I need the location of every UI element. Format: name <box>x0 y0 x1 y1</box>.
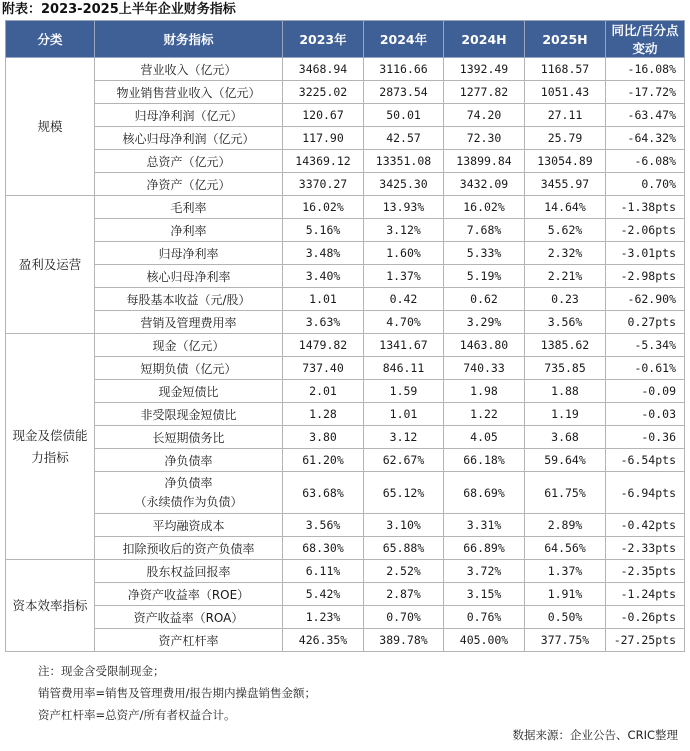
table-row <box>6 426 685 449</box>
table-row <box>6 58 685 81</box>
category-cell: 资本效率指标 <box>6 560 95 652</box>
value-2024: 3.12 <box>364 426 444 449</box>
table-row <box>6 514 685 537</box>
value-2024: 3116.66 <box>364 58 444 81</box>
table-row <box>6 219 685 242</box>
value-2024: 2873.54 <box>364 81 444 104</box>
metric-cell: 股东权益回报率 <box>95 560 283 583</box>
header-change: 同比/百分点变动 <box>606 21 685 58</box>
value-2024: 2.52% <box>364 560 444 583</box>
metric-sublabel: （永续债作为负债） <box>134 494 243 509</box>
metric-cell <box>95 472 283 514</box>
value-2025h: 1.37% <box>525 560 606 583</box>
metric-cell: 资产收益率（ROA） <box>95 606 283 629</box>
value-2024h: 1463.80 <box>444 334 525 357</box>
value-2023: 3.80 <box>283 426 364 449</box>
value-change: -62.90% <box>606 288 685 311</box>
value-2025h: 1051.43 <box>525 81 606 104</box>
metric-cell: 归母净利润（亿元） <box>95 104 283 127</box>
value-2024: 1.59 <box>364 380 444 403</box>
metric-cell: 现金（亿元） <box>95 334 283 357</box>
value-2024: 1.01 <box>364 403 444 426</box>
value-2023: 3468.94 <box>283 58 364 81</box>
value-2023: 120.67 <box>283 104 364 127</box>
value-2024: 2.87% <box>364 583 444 606</box>
metric-cell: 净资产（亿元） <box>95 173 283 196</box>
value-2024h: 74.20 <box>444 104 525 127</box>
header-metric: 财务指标 <box>95 21 283 58</box>
table-row <box>6 311 685 334</box>
value-change: -2.98pts <box>606 265 685 288</box>
footnote: 注：现金含受限制现金； <box>38 664 165 678</box>
value-2024: 13.93% <box>364 196 444 219</box>
metric-cell: 净资产收益率（ROE） <box>95 583 283 606</box>
value-2025h: 2.89% <box>525 514 606 537</box>
financial-indicators-table <box>5 20 685 652</box>
value-2025h: 0.23 <box>525 288 606 311</box>
metric-cell: 营销及管理费用率 <box>95 311 283 334</box>
value-change: -2.33pts <box>606 537 685 560</box>
value-2024h: 740.33 <box>444 357 525 380</box>
value-2023: 5.42% <box>283 583 364 606</box>
metric-label: 净负债率 <box>164 475 213 490</box>
table-row <box>6 104 685 127</box>
table-body <box>6 58 685 652</box>
header-category: 分类 <box>6 21 95 58</box>
value-2023: 3225.02 <box>283 81 364 104</box>
value-2024h: 16.02% <box>444 196 525 219</box>
metric-cell: 毛利率 <box>95 196 283 219</box>
value-2024h: 1.22 <box>444 403 525 426</box>
value-2023: 16.02% <box>283 196 364 219</box>
header-2025h: 2025H <box>525 21 606 58</box>
table-row <box>6 81 685 104</box>
value-2023: 1.28 <box>283 403 364 426</box>
value-2025h: 61.75% <box>525 472 606 514</box>
value-2025h: 1.88 <box>525 380 606 403</box>
footnote: 销管费用率=销售及管理费用/报告期内操盘销售金额； <box>38 686 317 700</box>
value-2023: 63.68% <box>283 472 364 514</box>
metric-cell: 短期负债（亿元） <box>95 357 283 380</box>
table-row <box>6 403 685 426</box>
footnotes <box>38 660 316 726</box>
value-2023: 3.63% <box>283 311 364 334</box>
table-row <box>6 173 685 196</box>
value-2025h: 1.91% <box>525 583 606 606</box>
metric-cell: 核心归母净利润（亿元） <box>95 127 283 150</box>
value-change: -0.26pts <box>606 606 685 629</box>
metric-cell: 营业收入（亿元） <box>95 58 283 81</box>
table-row <box>6 560 685 583</box>
value-2024h: 4.05 <box>444 426 525 449</box>
metric-cell: 核心归母净利率 <box>95 265 283 288</box>
value-2024h: 3.29% <box>444 311 525 334</box>
value-2025h: 3.68 <box>525 426 606 449</box>
metric-cell: 物业销售营业收入（亿元） <box>95 81 283 104</box>
table-row <box>6 150 685 173</box>
value-2024: 1341.67 <box>364 334 444 357</box>
value-2024: 3425.30 <box>364 173 444 196</box>
table-row <box>6 242 685 265</box>
header-2023: 2023年 <box>283 21 364 58</box>
value-2025h: 377.75% <box>525 629 606 652</box>
value-2025h: 64.56% <box>525 537 606 560</box>
value-2025h: 735.85 <box>525 357 606 380</box>
value-2024: 50.01 <box>364 104 444 127</box>
value-2025h: 25.79 <box>525 127 606 150</box>
table-row <box>6 357 685 380</box>
value-2025h: 5.62% <box>525 219 606 242</box>
value-2025h: 59.64% <box>525 449 606 472</box>
value-2024h: 66.18% <box>444 449 525 472</box>
table-row <box>6 583 685 606</box>
value-2024h: 5.19% <box>444 265 525 288</box>
value-2024: 65.12% <box>364 472 444 514</box>
category-cell: 规模 <box>6 58 95 196</box>
value-change: 0.27pts <box>606 311 685 334</box>
value-change: -63.47% <box>606 104 685 127</box>
metric-cell: 非受限现金短债比 <box>95 403 283 426</box>
value-2024h: 3.31% <box>444 514 525 537</box>
value-change: -6.08% <box>606 150 685 173</box>
value-2023: 3.40% <box>283 265 364 288</box>
header-2024h: 2024H <box>444 21 525 58</box>
value-2024: 13351.08 <box>364 150 444 173</box>
value-2024: 3.12% <box>364 219 444 242</box>
value-2023: 2.01 <box>283 380 364 403</box>
value-change: 0.70% <box>606 173 685 196</box>
value-2025h: 1385.62 <box>525 334 606 357</box>
value-2024h: 72.30 <box>444 127 525 150</box>
value-change: -0.09 <box>606 380 685 403</box>
value-2023: 5.16% <box>283 219 364 242</box>
table-row <box>6 288 685 311</box>
value-2024h: 3.72% <box>444 560 525 583</box>
value-2023: 3.56% <box>283 514 364 537</box>
value-2023: 1.23% <box>283 606 364 629</box>
value-change: -27.25pts <box>606 629 685 652</box>
value-change: -0.61% <box>606 357 685 380</box>
table-row <box>6 196 685 219</box>
table-row <box>6 449 685 472</box>
value-2023: 426.35% <box>283 629 364 652</box>
value-2024: 62.67% <box>364 449 444 472</box>
table-row <box>6 127 685 150</box>
value-change: -6.54pts <box>606 449 685 472</box>
value-2025h: 1168.57 <box>525 58 606 81</box>
value-2025h: 3.56% <box>525 311 606 334</box>
value-2023: 61.20% <box>283 449 364 472</box>
value-2024: 42.57 <box>364 127 444 150</box>
value-2023: 68.30% <box>283 537 364 560</box>
value-2025h: 14.64% <box>525 196 606 219</box>
value-2024h: 68.69% <box>444 472 525 514</box>
metric-cell: 总资产（亿元） <box>95 150 283 173</box>
table-row <box>6 380 685 403</box>
value-2024: 1.60% <box>364 242 444 265</box>
value-2024h: 13899.84 <box>444 150 525 173</box>
table-row <box>6 629 685 652</box>
table-row <box>6 334 685 357</box>
value-change: -5.34% <box>606 334 685 357</box>
value-2024: 0.42 <box>364 288 444 311</box>
value-2024: 1.37% <box>364 265 444 288</box>
value-change: -0.36 <box>606 426 685 449</box>
value-2023: 117.90 <box>283 127 364 150</box>
value-2024h: 0.76% <box>444 606 525 629</box>
value-2024h: 5.33% <box>444 242 525 265</box>
value-2024h: 1277.82 <box>444 81 525 104</box>
value-change: -0.42pts <box>606 514 685 537</box>
value-2024h: 1.98 <box>444 380 525 403</box>
value-2025h: 27.11 <box>525 104 606 127</box>
value-2023: 737.40 <box>283 357 364 380</box>
value-2024: 846.11 <box>364 357 444 380</box>
value-2024h: 3432.09 <box>444 173 525 196</box>
metric-cell: 现金短债比 <box>95 380 283 403</box>
value-2024: 0.70% <box>364 606 444 629</box>
value-2023: 6.11% <box>283 560 364 583</box>
value-2025h: 1.19 <box>525 403 606 426</box>
value-2024h: 7.68% <box>444 219 525 242</box>
value-change: -2.35pts <box>606 560 685 583</box>
table-row <box>6 472 685 514</box>
value-change: -1.24pts <box>606 583 685 606</box>
table-header <box>6 21 685 58</box>
footnote: 资产杠杆率=总资产/所有者权益合计。 <box>38 708 236 722</box>
value-2025h: 3455.97 <box>525 173 606 196</box>
value-change: -2.06pts <box>606 219 685 242</box>
value-2025h: 13054.89 <box>525 150 606 173</box>
value-2024h: 1392.49 <box>444 58 525 81</box>
header-2024: 2024年 <box>364 21 444 58</box>
value-change: -17.72% <box>606 81 685 104</box>
value-2024: 3.10% <box>364 514 444 537</box>
data-source: 数据来源：企业公告、CRIC整理 <box>512 728 678 742</box>
table-row <box>6 606 685 629</box>
value-2024h: 0.62 <box>444 288 525 311</box>
value-change: -3.01pts <box>606 242 685 265</box>
table-row <box>6 265 685 288</box>
value-2023: 1479.82 <box>283 334 364 357</box>
metric-cell: 归母净利率 <box>95 242 283 265</box>
category-cell: 盈利及运营 <box>6 196 95 334</box>
value-change: -0.03 <box>606 403 685 426</box>
report-title: 附表：2023-2025上半年企业财务指标 <box>2 2 236 17</box>
metric-cell: 每股基本收益（元/股） <box>95 288 283 311</box>
value-2024: 389.78% <box>364 629 444 652</box>
value-2025h: 2.21% <box>525 265 606 288</box>
metric-cell: 净利率 <box>95 219 283 242</box>
table-row <box>6 537 685 560</box>
value-2024h: 66.89% <box>444 537 525 560</box>
metric-cell: 长短期债务比 <box>95 426 283 449</box>
value-2025h: 0.50% <box>525 606 606 629</box>
metric-cell: 平均融资成本 <box>95 514 283 537</box>
value-2024: 4.70% <box>364 311 444 334</box>
metric-cell: 资产杠杆率 <box>95 629 283 652</box>
value-2023: 3.48% <box>283 242 364 265</box>
value-2023: 1.01 <box>283 288 364 311</box>
value-2024h: 405.00% <box>444 629 525 652</box>
metric-cell: 扣除预收后的资产负债率 <box>95 537 283 560</box>
value-2025h: 2.32% <box>525 242 606 265</box>
value-2023: 14369.12 <box>283 150 364 173</box>
category-cell: 现金及偿债能力指标 <box>6 334 95 560</box>
value-2024h: 3.15% <box>444 583 525 606</box>
value-2023: 3370.27 <box>283 173 364 196</box>
metric-cell: 净负债率 <box>95 449 283 472</box>
value-change: -6.94pts <box>606 472 685 514</box>
value-change: -1.38pts <box>606 196 685 219</box>
value-change: -16.08% <box>606 58 685 81</box>
value-change: -64.32% <box>606 127 685 150</box>
value-2024: 65.88% <box>364 537 444 560</box>
